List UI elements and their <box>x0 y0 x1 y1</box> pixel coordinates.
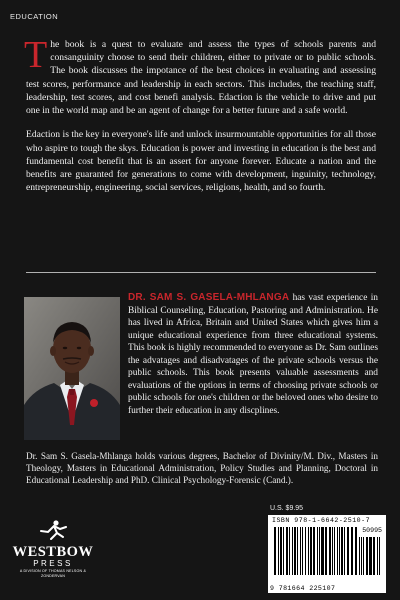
drop-cap: T <box>24 34 48 76</box>
isbn-label: ISBN 978-1-6642-2510-7 <box>272 517 371 524</box>
blurb-paragraph-2: Edaction is the key in everyone's life and unlock insurmountable opportunities for all those who aspire to tough the skys. Education is power and investing in education is the best and fundamental cost benefit that is an assert for anyone forever. Educate a nation and the benefits are guaranted for generations to come with development, inguinity, technology, entrepreneurship, engineering, social services, religions, health, and so fourth. <box>26 129 376 194</box>
price-code: 50995 <box>362 527 382 534</box>
author-portrait-image <box>24 297 120 440</box>
author-bio-text: has vast experience in Biblical Counseling, Education, Pastoring and Administration. He has lived in Africa, Britain and United States which gives him a unique educational experience from three educational systems. This book is highly recommended to everyone as Dr. Sam outlines the advatages and disadvatages of the private schools versus the public schools. This book presents valuable assessments and evaluations of the options in terms of choosing private schools or public schools for one's children or the beloved ones who desire to further their education in any discplines. <box>128 293 378 416</box>
blurb-paragraph-1 <box>24 34 376 117</box>
blurb-paragraph-1-text: he book is a quest to evaluate and assess the types of schools parents and consanguinity choose to send their children, either to private or to public schools. The book discusses the impotance of the best choices in evaluating and assessing test scores, performance and leadership in each sectors. This includes, the teaching staff, leadership, test scores, and cost benefi analysis. Edaction is the vehicle to drive and put one in the world map and be an agent of change for a better future and a safe world. <box>26 39 376 117</box>
runner-icon <box>36 520 70 540</box>
publisher-logo <box>12 520 94 590</box>
publisher-name: WESTBOW <box>12 544 94 560</box>
price-label: U.S. $9.95 <box>270 505 304 512</box>
author-name: DR. SAM S. GASELA-MHLANGA <box>128 292 290 303</box>
barcode-digits: 9 781664 225107 <box>270 585 336 592</box>
author-bio <box>128 291 378 417</box>
author-photo <box>24 297 120 440</box>
barcode-bars-addon <box>359 537 383 575</box>
publisher-tagline: A DIVISION OF THOMAS NELSON & ZONDERVAN <box>19 569 87 578</box>
isbn-barcode <box>268 515 386 593</box>
category-label: EDUCATION <box>10 12 59 21</box>
section-divider <box>26 272 376 273</box>
back-cover-blurb <box>24 34 376 206</box>
barcode-bars-main <box>274 527 358 575</box>
publisher-press: PRESS <box>33 559 73 568</box>
author-credentials: Dr. Sam S. Gasela-Mhlanga holds various degrees, Bachelor of Divinity/M. Div., Masters in Theology, Masters in Educational Administration, Policy Studies and Planning, Doctoral in Educational Leadership and PhD. Clinical Psychology-Forensic (Cand.). <box>26 451 378 486</box>
